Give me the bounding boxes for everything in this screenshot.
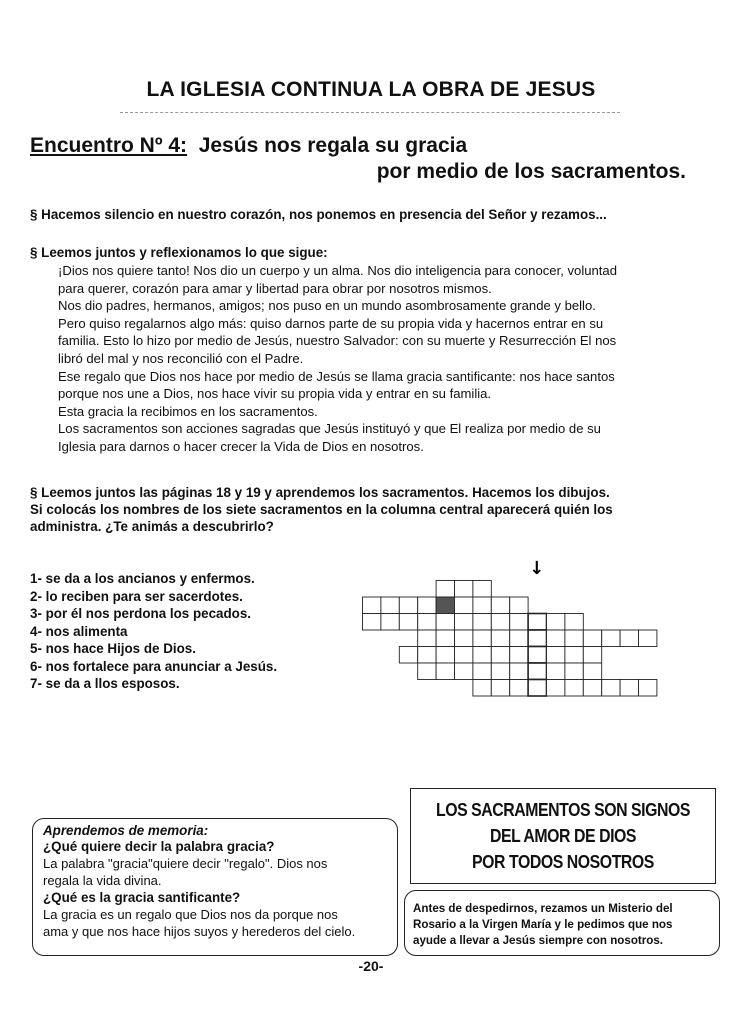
reflection-line: Ese regalo que Dios nos hace por medio de Jesús se llama gracia santificante: nos hace santos [58, 368, 615, 384]
memoria-answer-2-line2: ama y que nos hace hijos suyos y herederos del cielo. [43, 924, 356, 939]
crossword-cell[interactable] [491, 597, 509, 614]
crossword-cell[interactable] [583, 647, 601, 664]
clue-item: 6- nos fortalece para anunciar a Jesús. [30, 658, 278, 674]
crossword-cell[interactable] [473, 614, 491, 631]
crossword-cell[interactable] [436, 597, 454, 614]
crossword-cell[interactable] [602, 680, 620, 697]
crossword-cell[interactable] [455, 597, 473, 614]
reflection-line: Esta gracia la recibimos en los sacramentos. [58, 403, 318, 419]
instruction-line: administra. ¿Te animás a descubrirlo? [30, 519, 274, 534]
crossword-cell[interactable] [381, 597, 399, 614]
crossword-cell[interactable] [620, 630, 638, 647]
clue-item: 1- se da a los ancianos y enfermos. [30, 571, 255, 586]
crossword-cell[interactable] [491, 630, 509, 647]
crossword-cell[interactable] [399, 597, 417, 614]
crossword-cell[interactable] [565, 614, 583, 631]
clue-item: 4- nos alimenta [30, 623, 128, 639]
signos-line1: LOS SACRAMENTOS SON SIGNOS [435, 800, 691, 820]
crossword-cell[interactable] [455, 663, 473, 680]
encuentro-title-line2: por medio de los sacramentos. [376, 160, 686, 183]
crossword-cell[interactable] [620, 680, 638, 697]
memoria-question-1: ¿Qué quiere decir la palabra gracia? [43, 839, 275, 854]
down-arrow-icon: ↓ [529, 558, 545, 579]
crossword-cell[interactable] [436, 581, 454, 598]
crossword-cell[interactable] [639, 680, 657, 697]
memoria-question-2: ¿Qué es la gracia santificante? [43, 890, 241, 905]
section-leemos-heading: § Leemos juntos y reflexionamos lo que sigue: [30, 245, 328, 260]
instruction-line: § Leemos juntos las páginas 18 y 19 y aprendemos los sacramentos. Hacemos los dibujos. [30, 485, 610, 500]
prayer-box [404, 890, 720, 956]
crossword-cell[interactable] [473, 647, 491, 664]
crossword-cell[interactable] [455, 614, 473, 631]
clue-item: 2- lo reciben para ser sacerdotes. [30, 588, 243, 604]
crossword-cell[interactable] [455, 647, 473, 664]
crossword-central-cell[interactable] [528, 663, 546, 680]
crossword-cell[interactable] [565, 680, 583, 697]
crossword-cell[interactable] [473, 680, 491, 697]
clue-item: 5- nos hace Hijos de Dios. [30, 641, 196, 656]
reflection-line: Los sacramentos son acciones sagradas que Jesús instituyó y que El realiza por medio de su [58, 421, 601, 437]
crossword-cell[interactable] [547, 647, 565, 664]
crossword-cell[interactable] [418, 614, 436, 631]
crossword-central-cell[interactable] [528, 614, 546, 631]
crossword-cell[interactable] [491, 663, 509, 680]
crossword-central-cell[interactable] [528, 630, 546, 647]
section-silencio: § Hacemos silencio en nuestro corazón, nos ponemos en presencia del Señor y rezamos... [30, 207, 607, 222]
crossword-cell[interactable] [399, 647, 417, 664]
crossword-cell[interactable] [565, 630, 583, 647]
encuentro-label: Encuentro Nº 4: [30, 134, 188, 157]
title-divider [120, 112, 620, 113]
crossword-cell[interactable] [418, 597, 436, 614]
crossword-cell[interactable] [547, 630, 565, 647]
crossword-cell[interactable] [510, 663, 528, 680]
reflection-line: para querer, corazón para amar y libertad para obrar por nosotros mismos. [58, 280, 492, 296]
prayer-line1: Antes de despedirnos, rezamos un Misterio del [413, 902, 673, 915]
encuentro-title-line1: Jesús nos regala su gracia [198, 134, 468, 157]
crossword-cell[interactable] [510, 680, 528, 697]
crossword-cell[interactable] [436, 614, 454, 631]
reflection-line: ¡Dios nos quiere tanto! Nos dio un cuerpo y un alma. Nos dio inteligencia para conocer, voluntad [58, 263, 617, 278]
crossword-cell[interactable] [547, 680, 565, 697]
signos-line3: POR TODOS NOSOTROS [472, 852, 654, 872]
crossword-cell[interactable] [473, 597, 491, 614]
memoria-heading: Aprendemos de memoria: [43, 823, 209, 838]
crossword-cell[interactable] [491, 680, 509, 697]
memoria-answer-2-line1: La gracia es un regalo que Dios nos da porque nos [43, 907, 338, 922]
crossword-cell[interactable] [436, 630, 454, 647]
crossword-cell[interactable] [455, 630, 473, 647]
memoria-answer-1-line1: La palabra "gracia"quiere decir "regalo". Dios nos [43, 856, 328, 871]
crossword-cell[interactable] [381, 614, 399, 631]
crossword-cell[interactable] [639, 630, 657, 647]
crossword-cell[interactable] [547, 663, 565, 680]
signos-box [410, 788, 716, 884]
crossword-cell[interactable] [583, 663, 601, 680]
crossword-cell[interactable] [583, 680, 601, 697]
prayer-line3: ayude a llevar a Jesús siempre con nosotros. [413, 934, 664, 947]
crossword-cell[interactable] [418, 630, 436, 647]
crossword-cell[interactable] [565, 663, 583, 680]
crossword-cell[interactable] [583, 630, 601, 647]
crossword-cell[interactable] [491, 614, 509, 631]
crossword-cell[interactable] [510, 630, 528, 647]
crossword-cell[interactable] [547, 614, 565, 631]
crossword-cell[interactable] [418, 647, 436, 664]
prayer-line2: Rosario a la Virgen María y le pedimos que nos [413, 918, 673, 931]
memoria-box [32, 818, 398, 956]
crossword-cell[interactable] [436, 647, 454, 664]
crossword-cell[interactable] [510, 614, 528, 631]
reflection-text [58, 262, 728, 456]
crossword-central-cell[interactable] [528, 680, 546, 697]
reflection-line: Pero quiso regalarnos algo más: quiso darnos parte de su propia vida y hacernos entrar en su [58, 315, 604, 331]
crossword-cell[interactable] [363, 597, 381, 614]
clue-item: 3- por él nos perdona los pecados. [30, 606, 251, 621]
crossword-cell[interactable] [436, 663, 454, 680]
reflection-line: porque nos une a Dios, nos hace vivir su propia vida y entrar en su familia. [58, 386, 492, 402]
crossword-cell[interactable] [602, 630, 620, 647]
crossword-cell[interactable] [510, 597, 528, 614]
crossword-cell[interactable] [473, 581, 491, 598]
signos-line2: DEL AMOR DE DIOS [489, 826, 637, 846]
crossword-cell[interactable] [363, 614, 381, 631]
crossword-cell[interactable] [565, 647, 583, 664]
crossword-clues [30, 570, 277, 693]
section-paginas-instructions [30, 484, 720, 535]
crossword-cell[interactable] [418, 663, 436, 680]
clue-item: 7- se da a llos esposos. [30, 676, 180, 691]
crossword-cell[interactable] [473, 663, 491, 680]
crossword-central-cell[interactable] [528, 647, 546, 664]
reflection-line: Iglesia para darnos o hacer crecer la Vida de Dios en nosotros. [58, 438, 424, 454]
encuentro-heading [30, 134, 467, 158]
page-number: -20- [358, 958, 384, 974]
page-title: LA IGLESIA CONTINUA LA OBRA DE JESUS [146, 78, 596, 101]
crossword-cell[interactable] [399, 614, 417, 631]
memoria-answer-1-line2: regala la vida divina. [43, 873, 162, 888]
crossword-cell[interactable] [491, 647, 509, 664]
reflection-line: familia. Esto lo hizo por medio de Jesús, nuestro Salvador: con su muerte y Resurrección El nos [58, 333, 617, 349]
reflection-line: Nos dio padres, hermanos, amigos; nos puso en un mundo asombrosamente grande y bello. [58, 298, 596, 314]
crossword-cell[interactable] [473, 630, 491, 647]
reflection-line: libró del mal y nos reconcilió con el Padre. [58, 350, 304, 366]
crossword-cell[interactable] [510, 647, 528, 664]
crossword-cell[interactable] [455, 581, 473, 598]
crossword-grid[interactable] [362, 556, 702, 698]
instruction-line: Si colocás los nombres de los siete sacramentos en la columna central aparecerá quién los [30, 502, 613, 517]
